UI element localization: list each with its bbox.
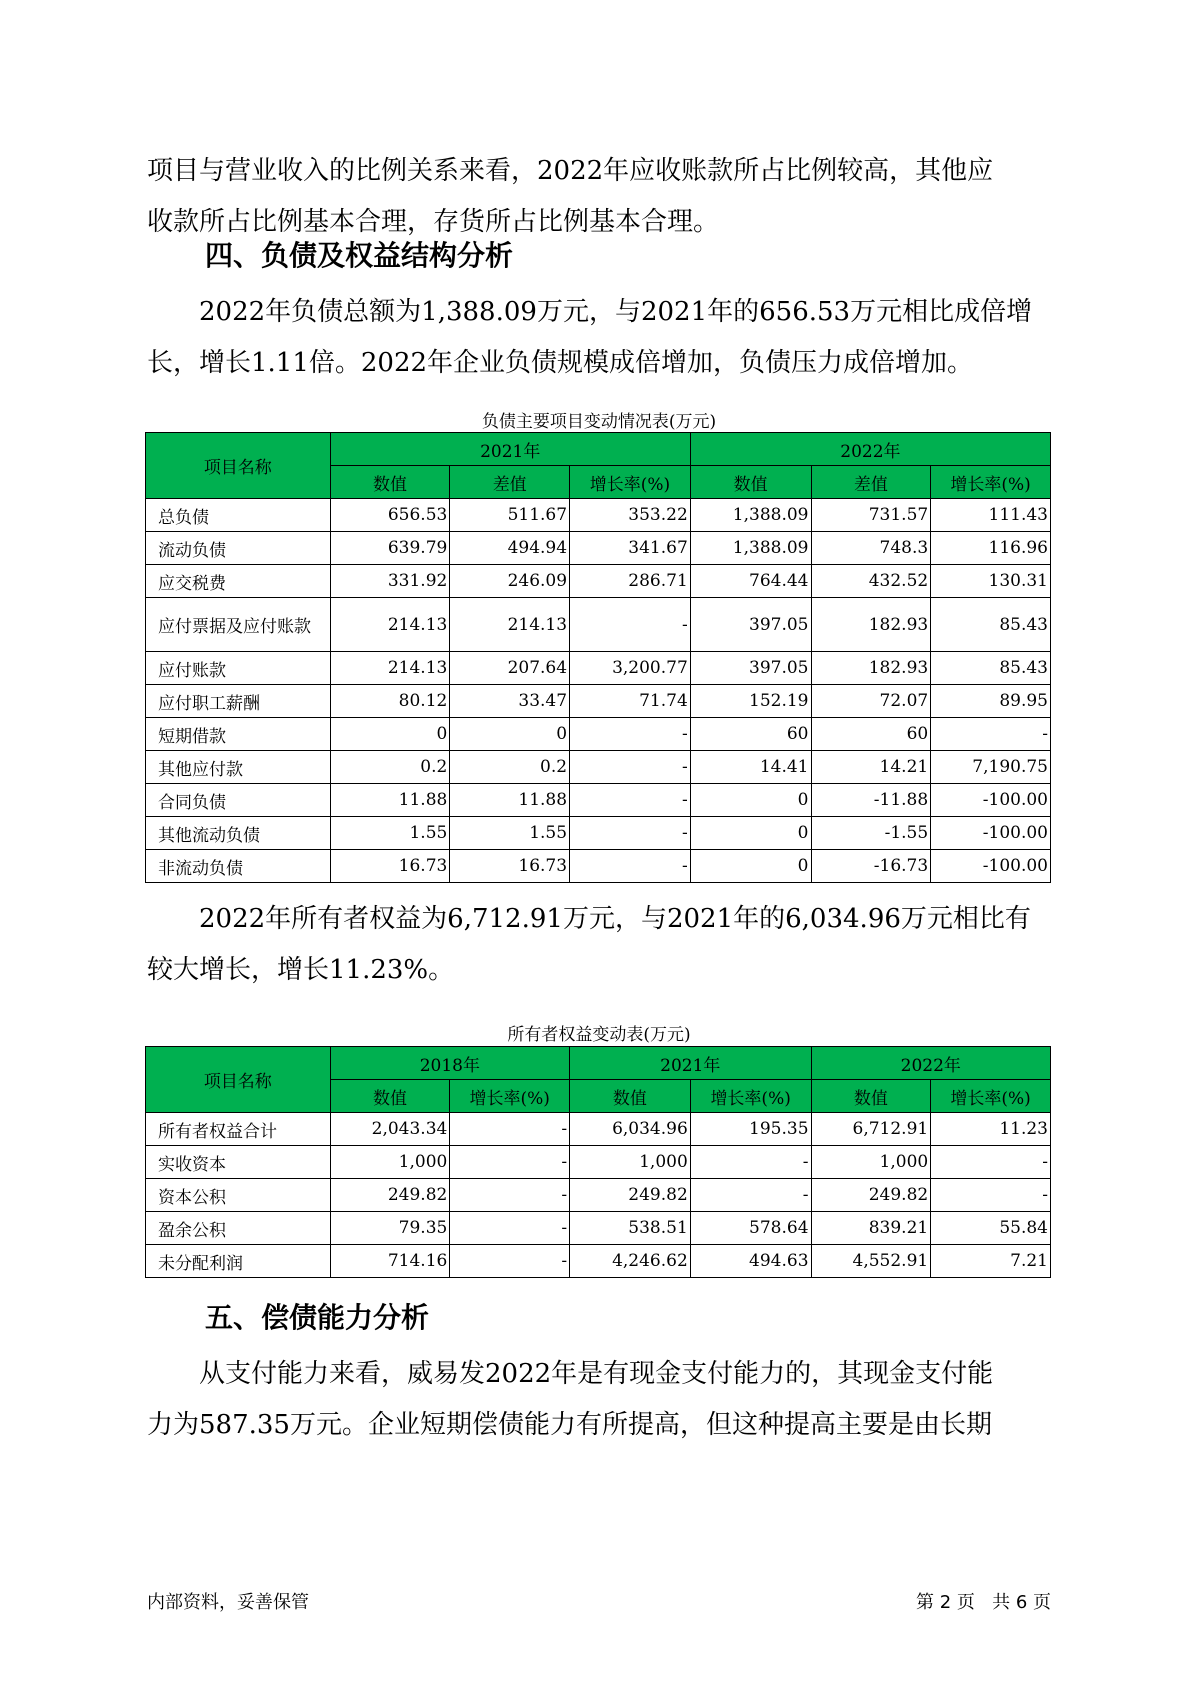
table-cell: 1,388.09 xyxy=(690,499,811,532)
table-cell: 6,712.91 xyxy=(811,1113,931,1146)
table-cell: 748.3 xyxy=(811,532,931,565)
table-cell: 331.92 xyxy=(330,565,450,598)
table-cell: 11.23 xyxy=(931,1113,1051,1146)
table-row xyxy=(146,1113,1051,1146)
table-cell: 538.51 xyxy=(570,1212,691,1245)
table-row xyxy=(146,751,1051,784)
table-cell: 14.21 xyxy=(811,751,931,784)
table-cell: 1.55 xyxy=(450,817,570,850)
paragraph-line: 较大增长，增长11.23%。 xyxy=(147,955,455,985)
table-cell: - xyxy=(450,1245,570,1278)
table-cell: 246.09 xyxy=(450,565,570,598)
column-header-metric: 数值 xyxy=(330,1080,450,1113)
table-cell: 0.2 xyxy=(450,751,570,784)
table-cell: 839.21 xyxy=(811,1212,931,1245)
table-cell: 4,552.91 xyxy=(811,1245,931,1278)
table-cell: 214.13 xyxy=(330,598,450,652)
table-cell: 397.05 xyxy=(690,598,811,652)
table-cell: -100.00 xyxy=(931,817,1051,850)
table-cell: 731.57 xyxy=(811,499,931,532)
table-row xyxy=(146,598,1051,652)
table-cell: 656.53 xyxy=(330,499,450,532)
table-cell: 14.41 xyxy=(690,751,811,784)
column-header-metric: 差值 xyxy=(811,466,931,499)
paragraph-line: 力为587.35万元。企业短期偿债能力有所提高，但这种提高主要是由长期 xyxy=(147,1410,992,1440)
section-heading-solvency: 五、偿债能力分析 xyxy=(205,1301,430,1334)
equity-table xyxy=(145,1046,1051,1278)
paragraph-liabilities xyxy=(147,287,1047,389)
table-cell: -100.00 xyxy=(931,850,1051,883)
table-caption-equity: 所有者权益变动表(万元) xyxy=(507,1025,691,1045)
column-header-metric: 数值 xyxy=(330,466,450,499)
table-cell: 16.73 xyxy=(450,850,570,883)
table-cell: 0 xyxy=(450,718,570,751)
table-cell: 16.73 xyxy=(330,850,450,883)
table-cell: 60 xyxy=(811,718,931,751)
row-label: 所有者权益合计 xyxy=(146,1113,331,1146)
table-cell: 511.67 xyxy=(450,499,570,532)
table-cell: 11.88 xyxy=(330,784,450,817)
table-cell: - xyxy=(931,1179,1051,1212)
header-row-years xyxy=(146,1047,1051,1080)
column-header-metric: 增长率(%) xyxy=(931,1080,1051,1113)
table-cell: 195.35 xyxy=(690,1113,811,1146)
table-row xyxy=(146,565,1051,598)
row-label: 资本公积 xyxy=(146,1179,331,1212)
table-cell: 353.22 xyxy=(570,499,691,532)
table-row xyxy=(146,850,1051,883)
table-cell: - xyxy=(570,718,691,751)
row-label: 应付职工薪酬 xyxy=(146,685,331,718)
row-label: 非流动负债 xyxy=(146,850,331,883)
table-cell: 639.79 xyxy=(330,532,450,565)
table-cell: 4,246.62 xyxy=(570,1245,691,1278)
table-cell: - xyxy=(931,718,1051,751)
table-cell: - xyxy=(570,817,691,850)
table-cell: 116.96 xyxy=(931,532,1051,565)
table-cell: 0 xyxy=(330,718,450,751)
table-cell: 214.13 xyxy=(450,598,570,652)
table-cell: 0 xyxy=(690,817,811,850)
paragraph-equity xyxy=(147,894,1047,996)
column-header-year: 2022年 xyxy=(811,1047,1050,1080)
table-cell: 55.84 xyxy=(931,1212,1051,1245)
table-cell: 494.94 xyxy=(450,532,570,565)
table-cell: -11.88 xyxy=(811,784,931,817)
table-row xyxy=(146,784,1051,817)
row-label: 应交税费 xyxy=(146,565,331,598)
table-cell: - xyxy=(570,751,691,784)
table-cell: 494.63 xyxy=(690,1245,811,1278)
table-cell: 79.35 xyxy=(330,1212,450,1245)
table-cell: 7.21 xyxy=(931,1245,1051,1278)
column-header-year: 2021年 xyxy=(330,433,690,466)
column-header-item-name: 项目名称 xyxy=(146,1047,331,1113)
row-label: 其他应付款 xyxy=(146,751,331,784)
table-row xyxy=(146,1245,1051,1278)
table-cell: 11.88 xyxy=(450,784,570,817)
table-cell: - xyxy=(690,1179,811,1212)
paragraph-line: 收款所占比例基本合理，存货所占比例基本合理。 xyxy=(147,207,720,237)
row-label: 总负债 xyxy=(146,499,331,532)
table-cell: 182.93 xyxy=(811,598,931,652)
table-cell: 286.71 xyxy=(570,565,691,598)
table-cell: 0 xyxy=(690,784,811,817)
table-cell: - xyxy=(570,598,691,652)
table-cell: 0 xyxy=(690,850,811,883)
table-cell: 1,388.09 xyxy=(690,532,811,565)
column-header-item-name: 项目名称 xyxy=(146,433,331,499)
table-cell: 80.12 xyxy=(330,685,450,718)
paragraph-line: 2022年所有者权益为6,712.91万元，与2021年的6,034.96万元相比有 xyxy=(199,904,1031,934)
table-cell: 2,043.34 xyxy=(330,1113,450,1146)
table-cell: 249.82 xyxy=(330,1179,450,1212)
table-cell: 182.93 xyxy=(811,652,931,685)
row-label: 流动负债 xyxy=(146,532,331,565)
table-cell: 714.16 xyxy=(330,1245,450,1278)
table-cell: 1.55 xyxy=(330,817,450,850)
table-row xyxy=(146,1179,1051,1212)
column-header-metric: 增长率(%) xyxy=(450,1080,570,1113)
table-cell: - xyxy=(690,1146,811,1179)
table-row xyxy=(146,1146,1051,1179)
column-header-metric: 增长率(%) xyxy=(931,466,1051,499)
table-cell: 89.95 xyxy=(931,685,1051,718)
table-cell: - xyxy=(450,1179,570,1212)
table-cell: 3,200.77 xyxy=(570,652,691,685)
row-label: 应付账款 xyxy=(146,652,331,685)
table-cell: 72.07 xyxy=(811,685,931,718)
table-cell: 341.67 xyxy=(570,532,691,565)
table-cell: 0.2 xyxy=(330,751,450,784)
row-label: 短期借款 xyxy=(146,718,331,751)
paragraph-solvency xyxy=(147,1349,1047,1451)
table-cell: - xyxy=(450,1212,570,1245)
section-heading-liabilities: 四、负债及权益结构分析 xyxy=(205,239,514,272)
table-cell: 60 xyxy=(690,718,811,751)
row-label: 合同负债 xyxy=(146,784,331,817)
table-caption-liabilities: 负债主要项目变动情况表(万元) xyxy=(481,412,717,432)
table-cell: 130.31 xyxy=(931,565,1051,598)
column-header-metric: 增长率(%) xyxy=(690,1080,811,1113)
table-cell: 85.43 xyxy=(931,652,1051,685)
paragraph-line: 从支付能力来看，威易发2022年是有现金支付能力的，其现金支付能 xyxy=(199,1359,994,1389)
table-cell: -100.00 xyxy=(931,784,1051,817)
table-row xyxy=(146,817,1051,850)
paragraph-line: 项目与营业收入的比例关系来看，2022年应收账款所占比例较高，其他应 xyxy=(147,156,994,186)
table-cell: 764.44 xyxy=(690,565,811,598)
table-cell: 1,000 xyxy=(811,1146,931,1179)
table-row xyxy=(146,685,1051,718)
table-cell: 207.64 xyxy=(450,652,570,685)
table-cell: 71.74 xyxy=(570,685,691,718)
table-cell: 111.43 xyxy=(931,499,1051,532)
table-cell: - xyxy=(931,1146,1051,1179)
table-cell: 7,190.75 xyxy=(931,751,1051,784)
table-cell: - xyxy=(570,784,691,817)
paragraph-line: 2022年负债总额为1,388.09万元，与2021年的656.53万元相比成倍增 xyxy=(199,297,1033,327)
table-cell: - xyxy=(570,850,691,883)
table-cell: 1,000 xyxy=(330,1146,450,1179)
row-label: 未分配利润 xyxy=(146,1245,331,1278)
table-cell: 578.64 xyxy=(690,1212,811,1245)
table-cell: 33.47 xyxy=(450,685,570,718)
footer-confidential: 内部资料，妥善保管 xyxy=(147,1592,309,1613)
table-row xyxy=(146,532,1051,565)
table-cell: 6,034.96 xyxy=(570,1113,691,1146)
column-header-metric: 增长率(%) xyxy=(570,466,691,499)
table-cell: -16.73 xyxy=(811,850,931,883)
table-row xyxy=(146,1212,1051,1245)
paragraph-receivables xyxy=(147,146,1047,248)
column-header-metric: 数值 xyxy=(690,466,811,499)
column-header-metric: 数值 xyxy=(811,1080,931,1113)
table-cell: 432.52 xyxy=(811,565,931,598)
table-cell: 249.82 xyxy=(570,1179,691,1212)
table-row xyxy=(146,652,1051,685)
table-cell: - xyxy=(450,1113,570,1146)
table-cell: 152.19 xyxy=(690,685,811,718)
footer-page-number: 第 2 页 共 6 页 xyxy=(916,1592,1051,1613)
table-cell: -1.55 xyxy=(811,817,931,850)
table-cell: 214.13 xyxy=(330,652,450,685)
table-cell: 397.05 xyxy=(690,652,811,685)
table-row xyxy=(146,718,1051,751)
column-header-metric: 数值 xyxy=(570,1080,691,1113)
table-cell: - xyxy=(450,1146,570,1179)
header-row-years xyxy=(146,433,1051,466)
table-row xyxy=(146,499,1051,532)
row-label: 应付票据及应付账款 xyxy=(146,598,331,652)
table-cell: 249.82 xyxy=(811,1179,931,1212)
paragraph-line: 长，增长1.11倍。2022年企业负债规模成倍增加，负债压力成倍增加。 xyxy=(147,348,974,378)
liabilities-table xyxy=(145,432,1051,883)
table-cell: 85.43 xyxy=(931,598,1051,652)
row-label: 盈余公积 xyxy=(146,1212,331,1245)
column-header-metric: 差值 xyxy=(450,466,570,499)
row-label: 实收资本 xyxy=(146,1146,331,1179)
row-label: 其他流动负债 xyxy=(146,817,331,850)
table-cell: 1,000 xyxy=(570,1146,691,1179)
column-header-year: 2018年 xyxy=(330,1047,569,1080)
column-header-year: 2022年 xyxy=(690,433,1050,466)
column-header-year: 2021年 xyxy=(570,1047,811,1080)
